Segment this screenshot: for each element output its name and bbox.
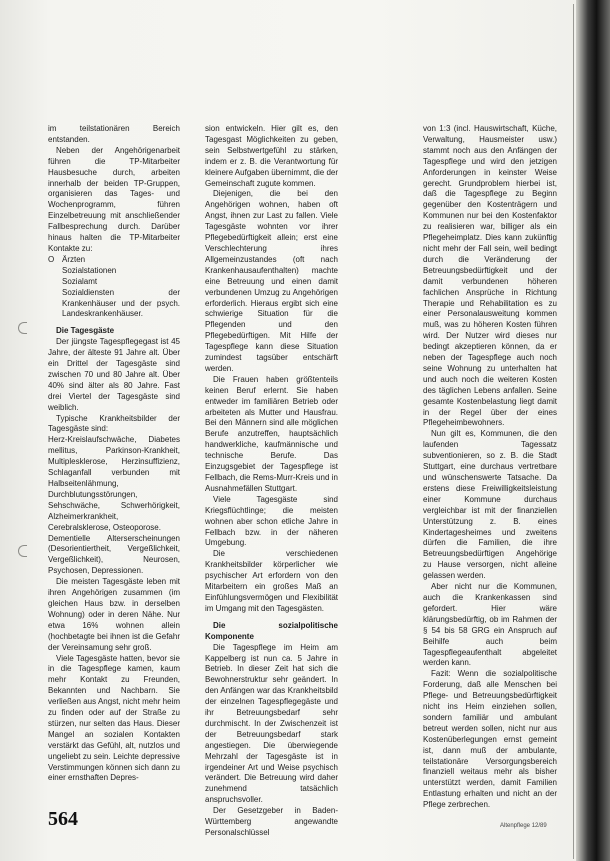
paragraph: Die Tagespflege im Heim am Kappelberg ist nun ca. 5 Jahre in Betrieb. In dieser Zeit hat sich die Bewohnerstruktur sehr geändert. In den Anfängen war das Krankheitsbild der einzelnen Tagespflegegäste und ihr Betreuungsbedarf sehr durchmischt. In der Zwischenzeit ist der Betreuungsbedarf stark angestiegen. Die überwiegende Mehrzahl der Tagesgäste ist in irgendeiner Art und Weise psychisch verändert. Die Betreuung wird daher zunehmend tatsächlich anspruchsvoller. [205, 642, 338, 805]
list-item: Sozialdiensten der Krankenhäuser und der psych. Landeskrankenhäuser. [62, 287, 180, 319]
paragraph: Aber nicht nur die Kommunen, auch die Krankenkassen sind gefordert. Hier wäre klärungsbedürftig, ob im Rahmen der § 54 bis 58 GRG ein Anspruch auf Beihilfe auch beim Tagespflegeaufenthalt abgeleitet werden kann. [423, 582, 557, 668]
paragraph: Der jüngste Tagespflegegast ist 45 Jahre, der älteste 91 Jahre alt. Über ein Drittel der Tagesgäste sind zwischen 70 und 80 Jahre alt. Über 40% sind älter als 80 Jahre. Fast drei Viertel der Tagesgäste sind weiblich. [48, 337, 180, 412]
paragraph: Der Gesetzgeber in Baden-Württemberg angewandte Personalschlüssel [205, 806, 338, 837]
paragraph: Herz-Kreislaufschwäche, Diabetes mellitus, Parkinson-Krankheit, Multiplesklerose, Herzinsuffizienz, Schlaganfall verbunden mit Halbseitenlähmung, Durchblutungsstörungen, Sehschwäche, Schwerhörigkeit, Alzheimerkrankheit, Cerebralsklerose, Osteoporose. [48, 435, 180, 532]
paragraph: Viele Tagesgäste hatten, bevor sie in die Tagespflege kamen, kaum mehr Kontakt zu Freunden, Bekannten und Nachbarn. Sie verließen aus Angst, nicht mehr heim zu finden oder auf der Straße zu stürzen, nur selten das Haus. Dieser Mangel an sozialen Kontakten verstärkt das Gefühl, alt, nutzlos und ungeliebt zu sein. Leichte depressive Verstimmungen können sich dann zu einer ernsthaften Depres- [48, 653, 180, 783]
section-heading-tagesgaeste: Die Tagesgäste [56, 326, 115, 336]
list-item: Sozialstationen [62, 265, 117, 275]
text-column-left [48, 124, 180, 784]
footer-issue-note: Altenpflege 12/89 [500, 823, 547, 829]
paragraph: Nun gilt es, Kommunen, die den laufenden Tagessatz subventionieren, so z. B. die Stadt Stuttgart, eine durchaus vertretbare und wünschenswerte Tatsache. Da erstens diese Freiwilligkeitsleistung einer Kommune durchaus vergleichbar ist mit der finanziellen Unterstützung z. B. eines Kindertagesheimes und zweitens dürfen die Familien, die ihre Betreuungsbedürftigen Angehörige zu Hause versorgen, nicht alleine gelassen werden. [423, 429, 557, 581]
paragraph: Dementielle Alterserscheinungen (Desorientiertheit, Vergeßlichkeit, Vergeßlichkeit), Neurosen, Psychosen, Depressionen. [48, 533, 180, 576]
paragraph: Neben der Angehörigenarbeit führen die TP-Mitarbeiter Hausbesuche durch, arbeiten innerhalb der beiden TP-Gruppen, organisieren das Tages- und Wochenprogramm, führen Einzelbetreuung mit anschließender Fallbesprechung durch. Darüber hinaus halten die TP-Mitarbeiter Kontakte zu: [48, 145, 180, 253]
section-heading-sozialpolitik: Die sozialpolitische Komponente [205, 620, 338, 641]
list-item: O Ärzten [48, 254, 86, 264]
book-spine-shadow [576, 0, 610, 861]
page-number: 564 [48, 808, 78, 830]
paragraph: sion entwickeln. Hier gilt es, den Tagesgast Möglichkeiten zu geben, sein Selbstwertgefühl zu stärken, indem er z. B. die Verantwortung für kleinere Aufgaben übernimmt, die der Gemeinschaft zugute kommen. [205, 124, 338, 188]
punch-hole-mark-bottom [18, 545, 27, 557]
text-column-middle [205, 124, 338, 839]
punch-hole-mark-top [18, 322, 27, 334]
list-item: Sozialamt [62, 276, 98, 286]
paragraph: von 1:3 (incl. Hauswirtschaft, Küche, Verwaltung, Hausmeister usw.) stammt noch aus den Anfängen der Tagespflege und wird den jetzigen Anforderungen in keinster Weise gerecht. Grundproblem hierbei ist, daß die Tagespflege zu Beginn gegenüber den Kostenträgern und Kommunen nur bei den Kostenfaktor zu realisieren war, billiger als ein Pflegeheimplatz. Dies kann zukünftig nicht mehr der Fall sein, weil bedingt durch die Veränderung der Betreuungsbedürftigkeit und der damit verbundenen höheren fachlichen Ansprüche in Richtung Therapie und Rehabilitation es zu einer Personalausweitung kommen muß, was zu höheren Kosten führen wird. Der Nutzer wird dieses nur bedingt akzeptieren können, da er neben der Tagespflege auch noch seine Wohnung zu unterhalten hat und auch noch die weiteren Kosten des täglichen Lebens anfallen. Seine gesamte Kostenbelastung liegt damit in der Regel über der eines Pflegeheimbewohners. [423, 124, 557, 428]
text-column-right [423, 124, 557, 811]
page-edge-line [573, 4, 574, 859]
paragraph: Diejenigen, die bei den Angehörigen wohnen, haben oft Angst, ihnen zur Last zu fallen. Viele Tagesgäste wohnten vor ihrer Pflegebedürftigkeit allein; erst eine Verschlechterung ihres Allgemeinzustandes (oft nach Krankenhausaufenthalten) machte eine Betreuung und einen damit verbundenen Umzug zu Angehörigen erforderlich. Hieraus ergibt sich eine schwierige Situation für die Pflegenden und den Pflegebedürftigen. Mit Hilfe der Tagespflege kann diese Situation zumindest tagsüber entschärft werden. [205, 189, 338, 373]
paragraph: Fazit: Wenn die sozialpolitische Forderung, daß alle Menschen bei Pflege- und Betreuungsbedürftigkeit nicht ins Heim einziehen sollen, sondern familiär und ambulant betreut werden sollen, nicht nur aus Kostenüberlegungen ernst gemeint ist, dann muß der ambulante, teilstationäre Versorgungsbereich finanziell weitaus mehr als bisher unterstützt werden, damit Familien Entlastung erhalten und nicht an der Pflege zerbrechen. [423, 669, 557, 810]
paragraph: im teilstationären Bereich entstanden. [48, 124, 180, 144]
contact-list [48, 255, 180, 320]
paragraph: Die verschiedenen Krankheitsbilder körperlicher wie psychischer Art erfordern von den Mitarbeitern ein großes Maß an Einfühlungsvermögen und Flexibilität im Umgang mit den Tagesgästen. [205, 549, 338, 613]
paragraph: Typische Krankheitsbilder der Tagesgäste sind: [48, 413, 180, 434]
paragraph: Die Frauen haben größtenteils keinen Beruf erlernt. Sie haben entweder im familiären Betrieb oder arbeiteten als Mutter und Hausfrau. Bei den Männern sind alle möglichen Berufe anzutreffen, hauptsächlich handwerkliche, kaufmännische und technische Berufe. Das Einzugsgebiet der Tagespflege ist Fellbach, die Rems-Murr-Kreis und in Ausnahmefällen Stuttgart. [205, 374, 338, 493]
bleed-through-mark [258, 62, 288, 102]
paragraph: Viele Tagesgäste sind Kriegsflüchtlinge; die meisten wohnen aber schon etliche Jahre in Fellbach bzw. in der näheren Umgebung. [205, 494, 338, 548]
paragraph: Die meisten Tagesgäste leben mit ihren Angehörigen zusammen (im gleichen Haus bzw. in derselben Wohnung) oder in deren Nähe. Nur etwa 16% wohnen allein (hochbetagte bei ihnen ist die Gefahr der Vereinsamung sehr groß. [48, 577, 180, 652]
